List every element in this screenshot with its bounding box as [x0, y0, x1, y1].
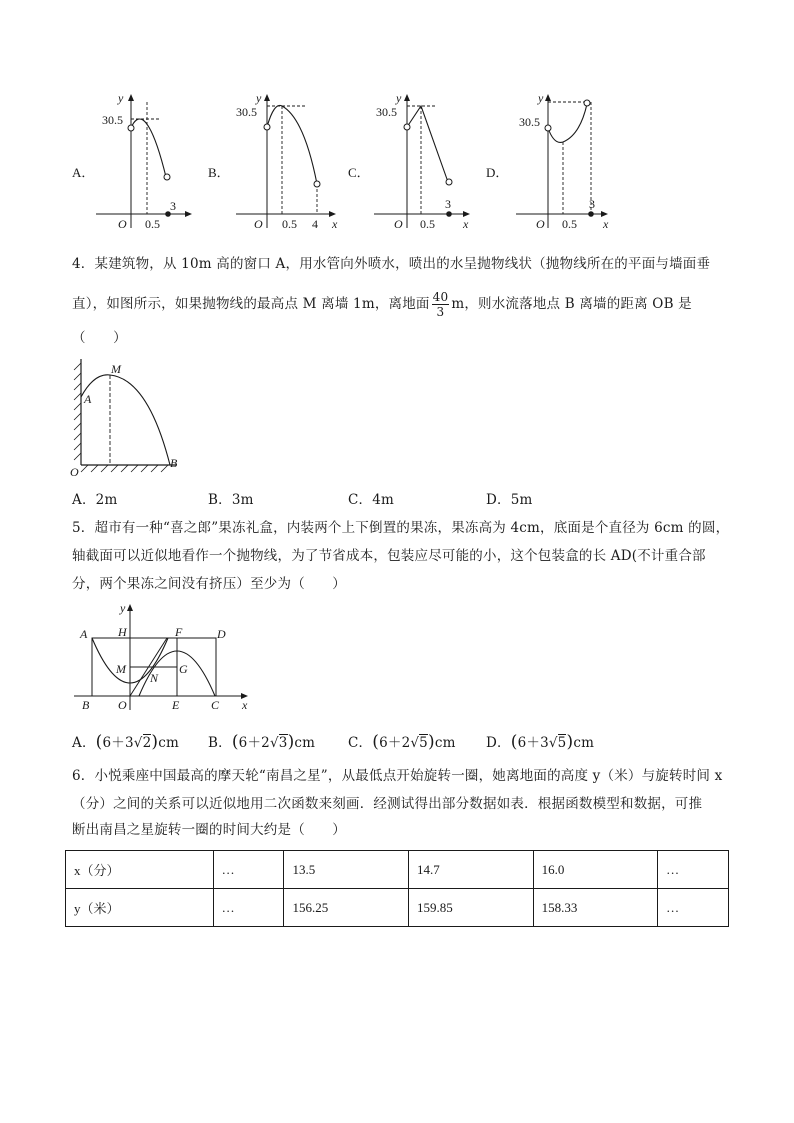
label-y: y: [120, 601, 126, 615]
q5-option-d-label: D．: [486, 735, 511, 751]
q5-figure: [72, 598, 262, 713]
wall-hatch: [74, 363, 81, 460]
table-cell: …: [213, 889, 284, 927]
label-g: G: [179, 662, 188, 676]
tick-half: 0.5: [420, 217, 435, 231]
table-cell: 16.0: [533, 851, 658, 889]
label-h: H: [118, 625, 127, 639]
q5-option-b: B．(6＋2√3)cm: [208, 732, 316, 752]
y-label: y: [396, 91, 402, 105]
tick-dot: [446, 211, 452, 217]
label-b: B: [82, 698, 90, 712]
q5-option-a-root: 2: [142, 735, 152, 751]
q5-option-c-lead: 6＋2: [379, 735, 411, 751]
q3-graph-b: [232, 88, 347, 233]
table-cell: y（米）: [66, 889, 214, 927]
y-value: 30.5: [102, 113, 123, 127]
table-cell: 14.7: [409, 851, 534, 889]
parabola: [131, 119, 166, 177]
q5-option-c-label: C．: [348, 735, 373, 751]
q3-graph-c: [370, 88, 485, 233]
q4-option-d: D．5m: [486, 492, 533, 508]
y-axis-arrow: [127, 604, 133, 611]
q5-option-c-unit: cm: [434, 735, 456, 751]
q5-option-b-unit: cm: [294, 735, 316, 751]
start-point: [128, 125, 134, 131]
water-parabola: [81, 375, 170, 465]
table-cell: x（分）: [66, 851, 214, 889]
q5-option-d-lead: 6＋3: [517, 735, 549, 751]
q5-option-d-unit: cm: [573, 735, 595, 751]
q4-option-c: C．4m: [348, 492, 395, 508]
label-a: A: [80, 627, 88, 641]
x-label: x: [463, 217, 469, 231]
tick-half: 0.5: [282, 217, 297, 231]
start-point: [545, 125, 551, 131]
q5-option-a-label: A．: [72, 735, 96, 751]
table-cell: 158.33: [533, 889, 658, 927]
q5-option-b-root: 3: [278, 735, 288, 751]
end-point: [164, 174, 170, 180]
origin-label: O: [536, 217, 545, 231]
x-axis-arrow: [185, 211, 192, 217]
y-axis-arrow: [545, 94, 551, 101]
q3-option-b-label: B．: [208, 165, 230, 180]
y-label: y: [538, 91, 544, 105]
q5-option-d-root: 5: [557, 735, 567, 751]
label-m: M: [116, 662, 126, 676]
parabola: [548, 104, 587, 142]
q6-line3: 断出南昌之星旋转一圈的时间大约是（ ）: [72, 822, 346, 838]
origin-label: O: [394, 217, 403, 231]
q5-option-a-unit: cm: [158, 735, 179, 751]
q4-fraction: [432, 290, 450, 319]
table-row: [66, 889, 729, 927]
label-o: O: [70, 465, 79, 479]
y-label: y: [256, 91, 262, 105]
q5-option-c-root: 5: [419, 735, 428, 751]
ground-hatch: [81, 465, 168, 472]
q4-line2-a: 直），如图所示，如果抛物线的最高点 M 离墙 1m，离地面: [72, 296, 430, 312]
q4-line1: 4．某建筑物，从 10m 高的窗口 A，用水管向外喷水，喷出的水呈抛物线状（抛物线所在的平面与墙面垂: [72, 256, 711, 272]
table-cell: …: [658, 889, 729, 927]
label-d: D: [217, 627, 226, 641]
q4-option-a: A．2m: [72, 492, 118, 508]
q5-option-c: C．(6＋2√5)cm: [348, 732, 456, 752]
tick-end: 3: [445, 197, 451, 211]
q6-line2: （分）之间的关系可以近似地用二次函数来刻画．经测试得出部分数据如表．根据函数模型和数据，可推: [72, 796, 703, 812]
q5-option-a: A．(6＋3√2)cm: [72, 732, 179, 752]
x-label: x: [603, 217, 609, 231]
q6-data-table: [65, 850, 729, 927]
table-cell: 13.5: [284, 851, 409, 889]
q5-line2: 轴截面可以近似地看作一个抛物线，为了节省成本，包装应尽可能的小，这个包装盒的长 AD(不计重合部: [72, 548, 706, 564]
label-x: x: [242, 698, 248, 712]
tick-half: 0.5: [145, 217, 160, 231]
q3-option-a-label: A．: [72, 165, 95, 180]
q4-option-b: B．3m: [208, 492, 254, 508]
q4-paren: （ ）: [72, 330, 127, 346]
label-n: N: [150, 671, 159, 685]
table-cell: 159.85: [409, 889, 534, 927]
table-cell: …: [658, 851, 729, 889]
end-point: [584, 100, 590, 106]
label-m: M: [111, 362, 121, 376]
origin-label: O: [118, 217, 127, 231]
x-label: x: [332, 217, 338, 231]
y-value: 30.5: [376, 105, 397, 119]
end-point: [446, 179, 452, 185]
tick-end: 3: [170, 199, 176, 213]
parabola: [267, 105, 317, 184]
tick-half: 0.5: [562, 217, 577, 231]
label-e: E: [172, 698, 180, 712]
q3-option-c-label: C．: [348, 165, 370, 180]
label-c: C: [211, 698, 220, 712]
end-point: [314, 181, 320, 187]
table-cell: 156.25: [284, 889, 409, 927]
label-o: O: [118, 698, 127, 712]
q3-graph-d: [512, 88, 622, 233]
y-label: y: [118, 91, 124, 105]
q5-option-a-lead: 6＋3: [102, 735, 134, 751]
q4-fraction-den: 3: [436, 305, 445, 319]
q5-line1: 5．超市有一种“喜之郎”果冻礼盒，内装两个上下倒置的果冻，果冻高为 4cm，底面是个直径为 6cm 的圆，: [72, 520, 730, 536]
q4-line2-b: m，则水流落地点 B 离墙的距离 OB 是: [451, 296, 692, 312]
y-value: 30.5: [236, 105, 257, 119]
label-b: B: [170, 456, 178, 470]
tick-dot: [588, 211, 594, 217]
tick-end: 3: [589, 197, 595, 211]
y-value: 30.5: [519, 115, 540, 129]
y-axis-arrow: [128, 94, 134, 101]
q3-option-d-label: D．: [486, 165, 509, 180]
q5-line3: 分，两个果冻之间没有挤压）至少为（ ）: [72, 576, 346, 592]
label-a: A: [84, 392, 92, 406]
q5-option-b-label: B．: [208, 735, 232, 751]
q5-option-d: D．(6＋3√5)cm: [486, 732, 595, 752]
y-axis-arrow: [404, 94, 410, 101]
table-cell: …: [213, 851, 284, 889]
q4-line2: [72, 284, 692, 324]
origin-label: O: [254, 217, 263, 231]
q3-graph-a: [92, 88, 202, 233]
start-point: [264, 124, 270, 130]
q4-figure: [68, 355, 198, 480]
q4-fraction-num: 40: [432, 290, 449, 304]
piecewise-line: [407, 106, 448, 182]
q6-line1: 6．小悦乘座中国最高的摩天轮“南昌之星”，从最低点开始旋转一圈，她离地面的高度 y（米）与旋转时间 x: [72, 768, 723, 784]
label-f: F: [175, 625, 183, 639]
start-point: [404, 124, 410, 130]
y-axis-arrow: [264, 94, 270, 101]
table-row: [66, 851, 729, 889]
tick-end: 4: [312, 217, 318, 231]
q5-option-b-lead: 6＋2: [238, 735, 270, 751]
